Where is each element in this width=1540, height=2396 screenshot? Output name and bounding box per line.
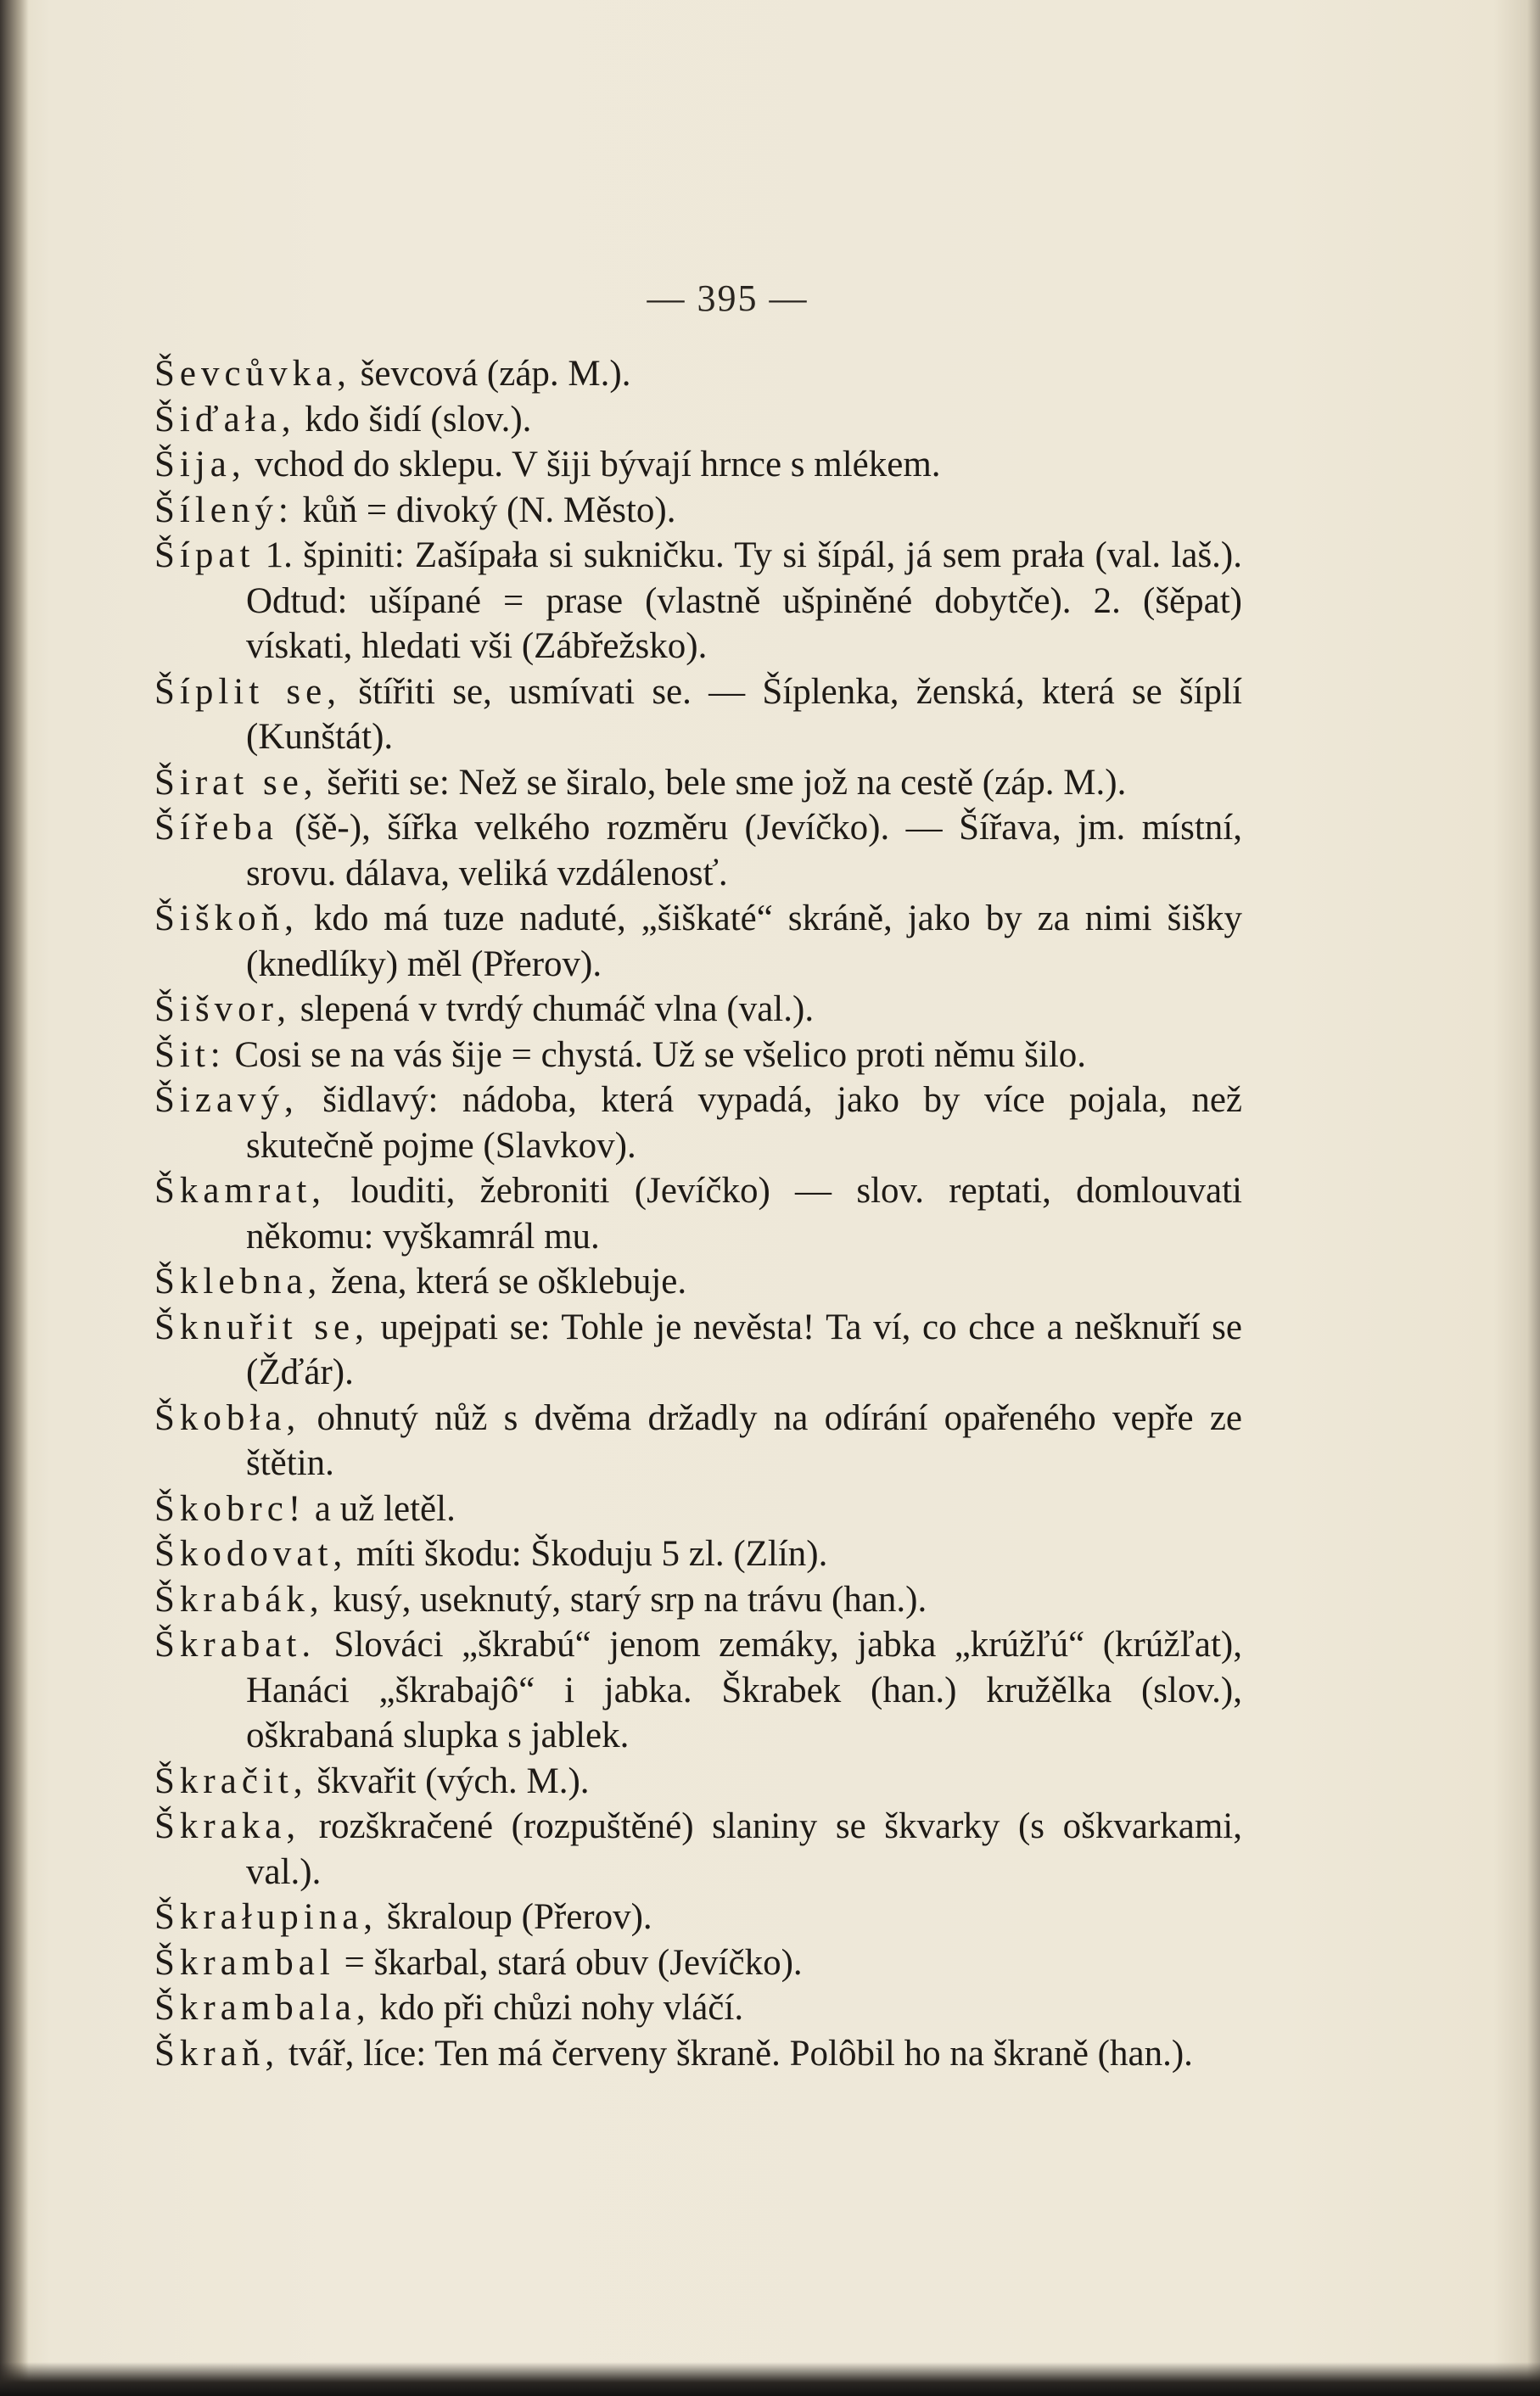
page-number: — 395 — (647, 277, 809, 319)
entry-headword: Škrambal (154, 1942, 335, 1983)
entry-headword: Škrabák, (154, 1579, 324, 1620)
dictionary-entry (154, 1622, 1242, 1759)
entry-headword: Šířeba (154, 808, 278, 848)
dictionary-entry (154, 397, 1242, 443)
entry-definition: (šě-), šířka velkého rozměru (Jevíčko). — Šířava, jm. místní, srovu. dálava, veliká vzdálenosť. (246, 808, 1242, 893)
entry-headword: Škračit, (154, 1761, 308, 1801)
entry-headword: Šiškoň, (154, 898, 299, 938)
entry-definition: louditi, žebroniti (Jevíčko) — slov. reptati, domlouvati někomu: vyškamrál mu. (246, 1171, 1242, 1257)
entry-headword: Škobrc! (154, 1488, 306, 1529)
page-binding-edge (0, 0, 29, 2396)
entry-definition: šeřiti se: Než se širalo, bele sme jož na cestě (záp. M.). (317, 762, 1127, 803)
entry-definition: škraloup (Přerov). (378, 1897, 652, 1937)
dictionary-entry (154, 1168, 1242, 1259)
entry-definition: kusý, useknutý, starý srp na trávu (han.). (323, 1579, 927, 1620)
dictionary-entry (154, 1940, 1242, 1986)
dictionary-entry (154, 669, 1242, 760)
entry-headword: Šišvor, (154, 989, 291, 1029)
entry-definition: = škarbal, stará obuv (Jevíčko). (334, 1942, 803, 1983)
entry-headword: Škraka, (154, 1806, 301, 1846)
entry-headword: Šknuřit se, (154, 1307, 369, 1347)
dictionary-entry (154, 1531, 1242, 1577)
entry-definition: štířiti se, usmívati se. — Šíplenka, ženská, která se šíplí (Kunštát). (246, 671, 1242, 757)
entry-definition: tvář, líce: Ten má červeny škraně. Polôbil ho na škraně (han.). (279, 2033, 1193, 2074)
dictionary-entry (154, 1396, 1242, 1486)
dictionary-entry (154, 987, 1242, 1033)
entry-definition: ševcová (záp. M.). (350, 354, 631, 394)
dictionary-entry (154, 1259, 1242, 1305)
entry-headword: Škrabat. (154, 1625, 316, 1665)
dictionary-entry (154, 1577, 1242, 1623)
entry-definition: kdo při chůzi nohy vláčí. (370, 1988, 744, 2028)
entry-headword: Šípat (154, 535, 255, 575)
entry-definition: Cosi se na vás šije = chystá. Už se všelico proti němu šilo. (225, 1034, 1087, 1075)
entry-definition: škvařit (vých. M.). (307, 1761, 590, 1801)
dictionary-entry (154, 1804, 1242, 1895)
entry-definition: slepená v tvrdý chumáč vlna (val.). (290, 989, 815, 1029)
entry-headword: Škodovat, (154, 1534, 348, 1574)
entry-definition: žena, která se ošklebuje. (322, 1262, 687, 1302)
entry-headword: Škamrat, (154, 1171, 327, 1211)
entry-headword: Šíplit se, (154, 671, 341, 712)
entry-headword: Škrambala, (154, 1988, 371, 2028)
entry-definition: vchod do sklepu. V šiji bývají hrnce s mlékem. (245, 445, 941, 484)
dictionary-entry (154, 1486, 1242, 1532)
entry-definition: ohnutý nůž s dvěma držadly na odírání opařeného vepře ze štětin. (246, 1397, 1242, 1483)
dictionary-entry (154, 2031, 1242, 2077)
dictionary-entry (154, 1078, 1242, 1168)
dictionary-entry (154, 805, 1242, 896)
entry-definition: kdo šidí (slov.). (295, 399, 532, 439)
dictionary-entries (154, 351, 1242, 2076)
dictionary-entry (154, 1033, 1242, 1078)
entry-headword: Šit: (154, 1034, 226, 1075)
entry-headword: Ševcůvka, (154, 354, 351, 394)
entry-headword: Šiďała, (154, 399, 296, 439)
dictionary-entry (154, 1305, 1242, 1396)
dictionary-entry (154, 760, 1242, 806)
dictionary-entry (154, 351, 1242, 397)
entry-headword: Širat se, (154, 762, 318, 803)
entry-headword: Šija, (154, 445, 246, 484)
entry-headword: Škobła, (154, 1397, 301, 1438)
entry-definition: míti škodu: Škoduju 5 zl. (Zlín). (347, 1534, 828, 1574)
entry-definition: Slováci „škrabú“ jenom zemáky, jabka „krúžľú“ (krúžľat), Hanáci „škrabajô“ i jabka. Škrabek (han.) kružělka (slov.), oškrabaná slupka s jablek. (246, 1625, 1242, 1755)
entry-definition: šidlavý: nádoba, která vypadá, jako by více pojala, než skutečně pojme (Slavkov). (246, 1080, 1242, 1166)
entry-headword: Šizavý, (154, 1080, 299, 1120)
entry-definition: 1. špiniti: Zašípała si sukničku. Ty si šípál, já sem prała (val. laš.). Odtud: ušípané = prase (vlastně ušpiněné dobytče). 2. (šěpat) vískati, hledati vši (Zábřežsko). (246, 535, 1242, 666)
dictionary-entry (154, 442, 1242, 488)
dictionary-entry (154, 1759, 1242, 1805)
dictionary-entry (154, 488, 1242, 534)
dictionary-entry (154, 533, 1242, 669)
entry-headword: Šílený: (154, 490, 294, 530)
dictionary-entry (154, 1895, 1242, 1940)
entry-headword: Škraň, (154, 2033, 280, 2074)
entry-definition: kdo má tuze naduté, „šiškaté“ skráně, jako by za nimi šišky (knedlíky) měl (Přerov). (246, 898, 1242, 984)
entry-definition: rozškračené (rozpuštěné) slaniny se škvarky (s oškvarkami, val.). (246, 1806, 1242, 1892)
scan-bottom-edge (0, 2362, 1540, 2396)
dictionary-entry (154, 1985, 1242, 2031)
entry-definition: kůň = divoký (N. Město). (293, 490, 676, 530)
entry-headword: Šklebna, (154, 1262, 322, 1302)
entry-definition: a už letěl. (305, 1488, 456, 1529)
dictionary-entry (154, 896, 1242, 987)
entry-definition: upejpati se: Tohle je nevěsta! Ta ví, co chce a nešknuří se (Žďár). (246, 1307, 1242, 1392)
entry-headword: Škrałupina, (154, 1897, 378, 1937)
